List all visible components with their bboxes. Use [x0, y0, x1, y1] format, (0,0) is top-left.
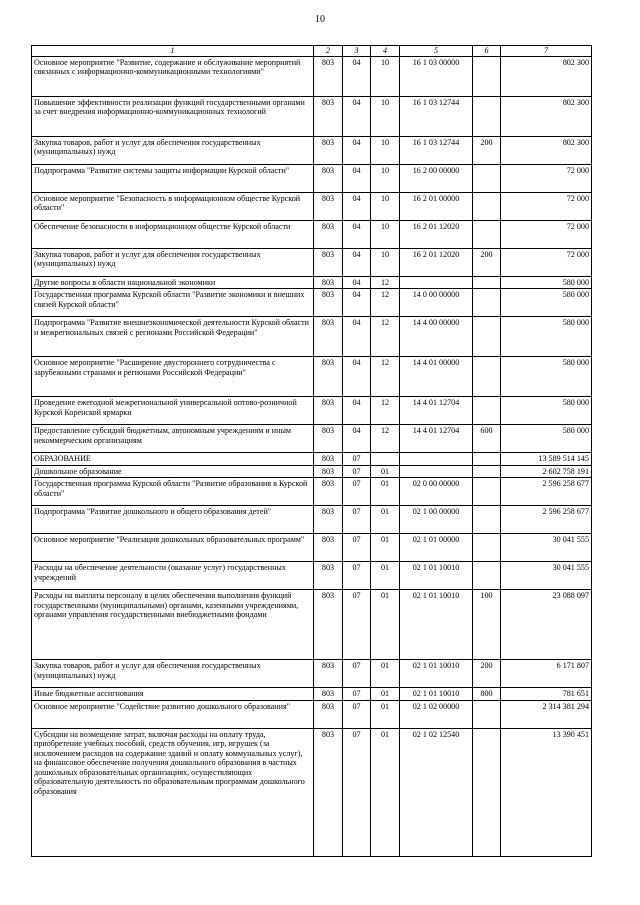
row-expense-type-code	[473, 397, 501, 425]
row-amount: 802 300	[501, 136, 592, 164]
table-row	[32, 357, 592, 397]
row-target-item-code	[400, 465, 473, 478]
row-subsection-code	[371, 453, 400, 466]
row-amount: 2 602 758 191	[501, 465, 592, 478]
row-name: Основное мероприятие "Реализация дошкольных образовательных программ"	[32, 534, 314, 562]
row-expense-type-code	[473, 465, 501, 478]
row-expense-type-code	[473, 317, 501, 357]
row-ministry-code: 803	[314, 453, 343, 466]
row-expense-type-code	[473, 728, 501, 856]
table-row	[32, 590, 592, 660]
row-name: Иные бюджетные ассигнования	[32, 688, 314, 701]
row-amount: 23 088 097	[501, 590, 592, 660]
table-row	[32, 136, 592, 164]
row-section-code: 07	[343, 453, 371, 466]
column-header: 7	[501, 46, 592, 57]
row-ministry-code: 803	[314, 478, 343, 506]
row-expense-type-code	[473, 289, 501, 317]
row-section-code: 04	[343, 136, 371, 164]
row-target-item-code: 02 1 01 00000	[400, 534, 473, 562]
row-expense-type-code	[473, 96, 501, 136]
row-target-item-code: 14 4 00 00000	[400, 317, 473, 357]
row-target-item-code: 16 2 01 12020	[400, 248, 473, 276]
row-target-item-code: 02 1 02 00000	[400, 700, 473, 728]
row-subsection-code: 10	[371, 248, 400, 276]
row-target-item-code: 16 1 03 12744	[400, 96, 473, 136]
row-target-item-code	[400, 276, 473, 289]
row-amount: 580 000	[501, 425, 592, 453]
row-subsection-code: 01	[371, 465, 400, 478]
row-expense-type-code	[473, 164, 501, 192]
row-subsection-code: 01	[371, 700, 400, 728]
row-subsection-code: 01	[371, 688, 400, 701]
row-ministry-code: 803	[314, 397, 343, 425]
row-name: Повышение эффективности реализации функций государственными органами за счет внедрения информационно-коммуникационных технологий	[32, 96, 314, 136]
row-section-code: 07	[343, 465, 371, 478]
table-row	[32, 192, 592, 220]
row-name: Подпрограмма "Развитие системы защиты информации Курской области"	[32, 164, 314, 192]
row-section-code: 07	[343, 478, 371, 506]
row-name: Другие вопросы в области национальной экономики	[32, 276, 314, 289]
row-name: Субсидии на возмещение затрат, включая расходы на оплату труда, приобретение учебных пособий, средств обучения, игр, игрушек (за исключением расходов на содержание зданий и оплату коммунальных услуг), на финансовое обеспечение получения дошкольного образования в частных дошкольных образовательных организациях, осуществляющих образовательную деятельность по образовательным программам дошкольного образования	[32, 728, 314, 856]
column-header: 6	[473, 46, 501, 57]
row-ministry-code: 803	[314, 590, 343, 660]
row-subsection-code: 01	[371, 728, 400, 856]
row-ministry-code: 803	[314, 728, 343, 856]
row-amount: 72 000	[501, 192, 592, 220]
row-subsection-code: 10	[371, 56, 400, 96]
row-subsection-code: 01	[371, 660, 400, 688]
table-row	[32, 276, 592, 289]
table-row	[32, 660, 592, 688]
row-target-item-code: 14 4 01 00000	[400, 357, 473, 397]
row-expense-type-code: 200	[473, 136, 501, 164]
row-name: Закупка товаров, работ и услуг для обеспечения государственных (муниципальных) нужд	[32, 136, 314, 164]
table-row	[32, 534, 592, 562]
row-name: Основное мероприятие "Развитие, содержание и обслуживание мероприятий связанных с информационно-коммуникационными технологиями"	[32, 56, 314, 96]
row-amount: 2 596 258 677	[501, 506, 592, 534]
row-ministry-code: 803	[314, 425, 343, 453]
row-name: Основное мероприятие "Содействие развитию дошкольного образования"	[32, 700, 314, 728]
row-section-code: 04	[343, 56, 371, 96]
column-header: 1	[32, 46, 314, 57]
row-subsection-code: 12	[371, 357, 400, 397]
row-name: Подпрограмма "Развитие внешнеэкономической деятельности Курской области и межрегиональных связей с регионами Российской Федерации"	[32, 317, 314, 357]
row-name: Закупка товаров, работ и услуг для обеспечения государственных (муниципальных) нужд	[32, 660, 314, 688]
row-amount: 580 000	[501, 276, 592, 289]
column-header: 4	[371, 46, 400, 57]
row-name: Расходы на обеспечение деятельности (оказание услуг) государственных учреждений	[32, 562, 314, 590]
row-target-item-code: 02 0 00 00000	[400, 478, 473, 506]
table-row	[32, 96, 592, 136]
row-target-item-code: 14 0 00 00000	[400, 289, 473, 317]
row-target-item-code: 02 1 01 10010	[400, 590, 473, 660]
row-amount: 13 390 451	[501, 728, 592, 856]
row-target-item-code: 02 1 00 00000	[400, 506, 473, 534]
row-target-item-code: 16 1 03 12744	[400, 136, 473, 164]
row-amount: 2 314 381 294	[501, 700, 592, 728]
row-expense-type-code	[473, 220, 501, 248]
table-row	[32, 728, 592, 856]
row-ministry-code: 803	[314, 248, 343, 276]
row-name: ОБРАЗОВАНИЕ	[32, 453, 314, 466]
row-ministry-code: 803	[314, 164, 343, 192]
row-section-code: 04	[343, 397, 371, 425]
row-section-code: 04	[343, 357, 371, 397]
row-name: Государственная программа Курской области "Развитие экономики и внешних связей Курской области"	[32, 289, 314, 317]
row-expense-type-code: 800	[473, 688, 501, 701]
row-name: Основное мероприятие "Расширение двустороннего сотрудничества с зарубежными странами и регионами Российской Федерации"	[32, 357, 314, 397]
row-expense-type-code: 600	[473, 425, 501, 453]
row-subsection-code: 10	[371, 220, 400, 248]
row-name: Основное мероприятие "Безопасность в информационном обществе Курской области"	[32, 192, 314, 220]
row-section-code: 07	[343, 660, 371, 688]
row-subsection-code: 12	[371, 317, 400, 357]
table-row	[32, 688, 592, 701]
row-ministry-code: 803	[314, 289, 343, 317]
row-ministry-code: 803	[314, 562, 343, 590]
table-row	[32, 397, 592, 425]
table-row	[32, 248, 592, 276]
row-name: Дошкольное образование	[32, 465, 314, 478]
row-section-code: 04	[343, 220, 371, 248]
row-section-code: 07	[343, 562, 371, 590]
row-subsection-code: 01	[371, 478, 400, 506]
table-row	[32, 465, 592, 478]
row-section-code: 07	[343, 688, 371, 701]
row-section-code: 04	[343, 248, 371, 276]
table-row	[32, 700, 592, 728]
row-name: Предоставление субсидий бюджетным, автономным учреждениям и иным некоммерческим организациям	[32, 425, 314, 453]
row-target-item-code: 02 1 01 10010	[400, 688, 473, 701]
row-name: Закупка товаров, работ и услуг для обеспечения государственных (муниципальных) нужд	[32, 248, 314, 276]
row-target-item-code: 02 1 01 10010	[400, 660, 473, 688]
row-name: Государственная программа Курской области "Развитие образования в Курской области"	[32, 478, 314, 506]
row-amount: 6 171 807	[501, 660, 592, 688]
row-subsection-code: 12	[371, 425, 400, 453]
row-expense-type-code	[473, 276, 501, 289]
row-section-code: 04	[343, 276, 371, 289]
row-section-code: 04	[343, 425, 371, 453]
table-row	[32, 164, 592, 192]
row-expense-type-code: 100	[473, 590, 501, 660]
row-ministry-code: 803	[314, 317, 343, 357]
row-target-item-code: 02 1 01 10010	[400, 562, 473, 590]
column-header: 2	[314, 46, 343, 57]
row-ministry-code: 803	[314, 465, 343, 478]
row-expense-type-code	[473, 453, 501, 466]
row-amount: 802 300	[501, 96, 592, 136]
row-target-item-code: 16 2 00 00000	[400, 164, 473, 192]
row-target-item-code: 16 1 03 00000	[400, 56, 473, 96]
row-ministry-code: 803	[314, 660, 343, 688]
row-subsection-code: 12	[371, 397, 400, 425]
row-subsection-code: 10	[371, 136, 400, 164]
table-header-row	[32, 46, 592, 57]
row-section-code: 07	[343, 728, 371, 856]
table-row	[32, 425, 592, 453]
row-expense-type-code	[473, 478, 501, 506]
row-ministry-code: 803	[314, 56, 343, 96]
row-subsection-code: 10	[371, 192, 400, 220]
row-target-item-code: 16 2 01 00000	[400, 192, 473, 220]
table-body	[32, 56, 592, 856]
row-name: Обеспечение безопасности в информационном обществе Курской области	[32, 220, 314, 248]
row-section-code: 04	[343, 96, 371, 136]
row-name: Подпрограмма "Развитие дошкольного и общего образования детей"	[32, 506, 314, 534]
row-expense-type-code	[473, 506, 501, 534]
row-amount: 72 000	[501, 220, 592, 248]
row-ministry-code: 803	[314, 220, 343, 248]
row-section-code: 07	[343, 700, 371, 728]
row-name: Расходы на выплаты персоналу в целях обеспечения выполнения функций государственными (муниципальными) органами, казенными учреждениями, органами управления государственными внебюджетными фондами	[32, 590, 314, 660]
table-row	[32, 562, 592, 590]
row-subsection-code: 12	[371, 289, 400, 317]
column-header: 5	[400, 46, 473, 57]
row-amount: 72 000	[501, 164, 592, 192]
row-target-item-code	[400, 453, 473, 466]
row-section-code: 04	[343, 192, 371, 220]
table-row	[32, 317, 592, 357]
page-number: 10	[315, 14, 325, 25]
row-section-code: 07	[343, 590, 371, 660]
row-expense-type-code	[473, 357, 501, 397]
row-target-item-code: 02 1 02 12540	[400, 728, 473, 856]
row-ministry-code: 803	[314, 357, 343, 397]
row-expense-type-code	[473, 56, 501, 96]
row-target-item-code: 14 4 01 12704	[400, 397, 473, 425]
row-expense-type-code	[473, 192, 501, 220]
table-row	[32, 56, 592, 96]
row-subsection-code: 01	[371, 506, 400, 534]
table-row	[32, 453, 592, 466]
row-ministry-code: 803	[314, 700, 343, 728]
row-expense-type-code	[473, 534, 501, 562]
row-amount: 580 000	[501, 357, 592, 397]
row-expense-type-code	[473, 700, 501, 728]
row-ministry-code: 803	[314, 96, 343, 136]
table-row	[32, 506, 592, 534]
row-subsection-code: 01	[371, 534, 400, 562]
table-row	[32, 478, 592, 506]
row-section-code: 07	[343, 534, 371, 562]
row-subsection-code: 10	[371, 164, 400, 192]
row-amount: 580 000	[501, 397, 592, 425]
row-subsection-code: 12	[371, 276, 400, 289]
row-section-code: 04	[343, 289, 371, 317]
row-amount: 802 300	[501, 56, 592, 96]
row-amount: 72 000	[501, 248, 592, 276]
column-header: 3	[343, 46, 371, 57]
row-expense-type-code: 200	[473, 248, 501, 276]
row-expense-type-code: 200	[473, 660, 501, 688]
row-subsection-code: 10	[371, 96, 400, 136]
budget-table	[31, 45, 592, 857]
row-expense-type-code	[473, 562, 501, 590]
row-amount: 30 041 555	[501, 562, 592, 590]
row-amount: 2 596 258 677	[501, 478, 592, 506]
row-ministry-code: 803	[314, 688, 343, 701]
row-amount: 580 000	[501, 317, 592, 357]
row-section-code: 04	[343, 164, 371, 192]
row-subsection-code: 01	[371, 562, 400, 590]
table-row	[32, 220, 592, 248]
row-subsection-code: 01	[371, 590, 400, 660]
row-section-code: 07	[343, 506, 371, 534]
row-target-item-code: 14 4 01 12704	[400, 425, 473, 453]
row-ministry-code: 803	[314, 192, 343, 220]
row-name: Проведение ежегодной межрегиональной универсальной оптово-розничной Курской Коренской ярмарки	[32, 397, 314, 425]
row-ministry-code: 803	[314, 136, 343, 164]
row-ministry-code: 803	[314, 506, 343, 534]
row-ministry-code: 803	[314, 276, 343, 289]
row-target-item-code: 16 2 01 12020	[400, 220, 473, 248]
row-amount: 781 651	[501, 688, 592, 701]
row-ministry-code: 803	[314, 534, 343, 562]
table-row	[32, 289, 592, 317]
row-amount: 580 000	[501, 289, 592, 317]
row-amount: 13 589 514 145	[501, 453, 592, 466]
row-amount: 30 041 555	[501, 534, 592, 562]
row-section-code: 04	[343, 317, 371, 357]
